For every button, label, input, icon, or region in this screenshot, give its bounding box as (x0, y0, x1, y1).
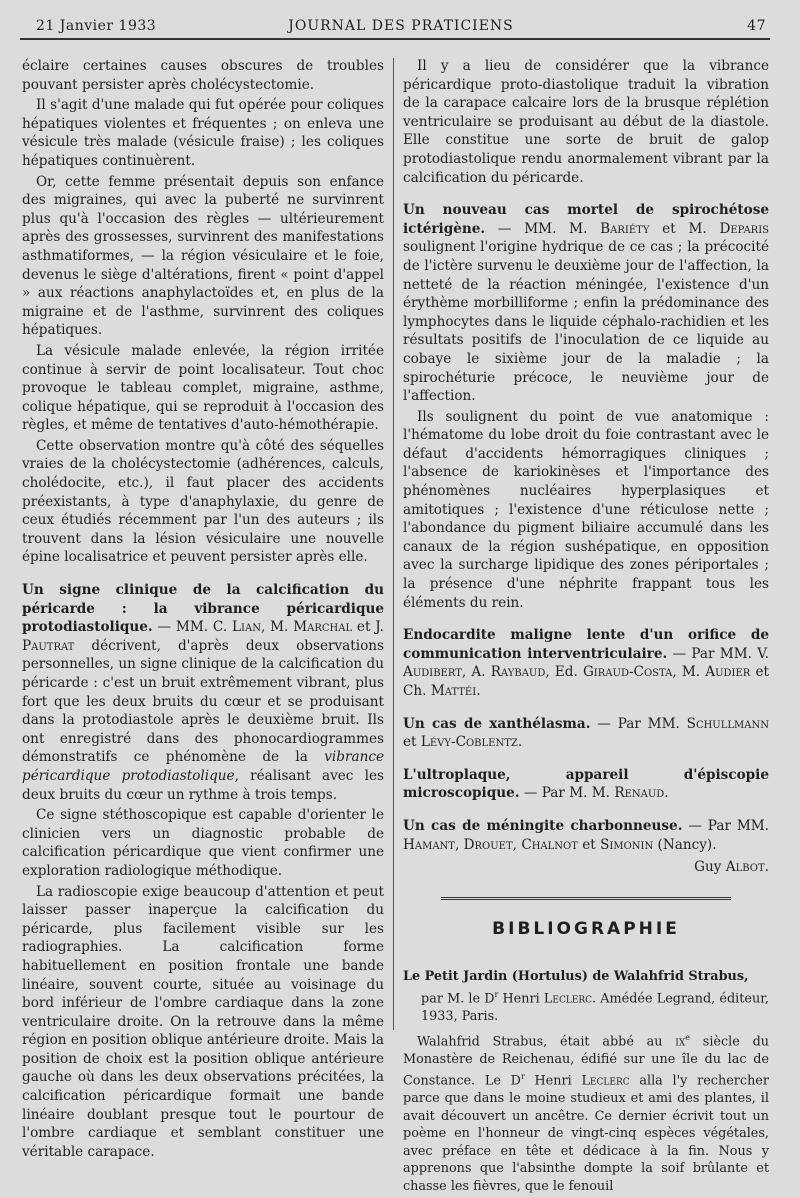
text-run: , A. (461, 664, 491, 681)
superscript: r (494, 989, 499, 999)
text-run: — Par M. M. (519, 785, 615, 802)
paragraph: Cette observation montre qu'à côté des séquelles vraies de la cholécystectomie (adhérences, calculs, cholédocite, etc.), il faut placer des accidents préexistants, à type d'anaphylaxie, du genre de ceux étudiés récemment par l'un des auteurs ; ils trouvent dans la lésion vésiculaire une nouvelle épine localisatrice et peuvent persister après elle. (22, 437, 384, 566)
text-run: . Amédée Legrand, éditeur, 1933, Paris. (421, 991, 769, 1024)
text-run: — Par MM. (590, 715, 687, 732)
book-title: Le Petit Jardin (Hortulus) de Walahfrid Strabus, (403, 969, 749, 985)
book-entry (403, 968, 769, 1025)
text-run: Henri (524, 1073, 582, 1089)
author-name: Drouet (463, 836, 513, 853)
paragraph: La radioscopie exige beaucoup d'attention et peut laisser passer inaperçue la calcification du péricarde, plus facilement visible sur les radiographies. La calcification forme habituellement en position frontale une bande linéaire, souvent courte, située au voisinage du bord inférieur de l'ombre cardiaque dans la zone ventriculaire droite. On la retrouve dans la même région en position oblique antérieure droite. Mais la position de choix est la position oblique antérieure gauche où dans les deux observations précitées, la calcification péricardique formait une bande linéaire doublant presque tout le pourtour de l'ombre cardiaque et semblant constituer une véritable carapace. (22, 883, 384, 1160)
text-run: et (577, 836, 601, 853)
text-run: (Nancy). (653, 836, 717, 853)
author-name: Deparis (719, 220, 770, 237)
text-run: décrivent, d'après deux observations personnelles, un signe clinique de la calcification du péricarde : c'est un bruit extrêmement vibrant, plus fort que les deux bruits du cœur et se produisant dans la protodiastole après le deuxième bruit. Ils ont enregistré dans des phonocardiogrammes démonstratifs ce phénomène de la (22, 637, 384, 766)
section-endocardite (403, 626, 769, 700)
author-name: Marchal (293, 619, 353, 636)
section-title: Un cas de méningite charbonneuse. (403, 817, 683, 834)
book-details (403, 986, 769, 1025)
text-run: et J. (352, 619, 384, 636)
author-name: Pautrat (22, 637, 75, 654)
text-run: , réalisant avec les deux bruits du cœur un rythme à trois temps. (22, 767, 384, 803)
signature (403, 858, 769, 877)
italic-term: vibrance péricardique protodiastolique (22, 749, 384, 784)
section-xanthelasma (403, 715, 769, 752)
text-run: . (517, 734, 523, 751)
journal-title: JOURNAL DES PRATICIENS (288, 18, 514, 34)
text-run: — MM. C. (152, 619, 232, 636)
author-name: Audibert (403, 664, 462, 681)
text-run: , (512, 836, 522, 853)
author-name: Bariéty (600, 220, 650, 237)
text-run: soulignent l'origine hydrique de ce cas ; la précocité de l'ictère survenu le deuxième jour de l'affection, la netteté de la réaction méningée, l'existence d'un érythème morbilliforme ; enfin la prédominance des lymphocytes dans le liquide céphalo-rachidien et les résultats positifs de l'inoculation de ce liquide au cobaye le sixième jour de la maladie ; la spirochéturie précoce, le neuvième jour de l'affection. (403, 239, 769, 405)
text-run: , Ed. (545, 664, 583, 681)
text-run: — MM. M. (485, 220, 601, 237)
text-run: . (664, 785, 669, 802)
bibliography-heading: BIBLIOGRAPHIE (492, 918, 680, 939)
author-name: Leclerc (543, 991, 593, 1007)
section-title: Endocardite maligne lente d'un orifice de communication interventriculaire. (403, 627, 769, 662)
author-name: Schullmann (686, 715, 769, 732)
column-divider (393, 58, 394, 1030)
section-title: Un cas de xanthélasma. (403, 715, 591, 732)
text-run: — Par MM. V. (667, 645, 769, 662)
issue-date: 21 Janvier 1933 (36, 18, 157, 34)
superscript: r (520, 1072, 525, 1082)
right-column (403, 57, 769, 1197)
text-run: par M. le D (421, 991, 495, 1007)
left-column (22, 57, 384, 1163)
text-run: . (764, 859, 769, 876)
text-run: , M. (260, 619, 294, 636)
text-run: , (454, 836, 464, 853)
author-name: Lévy-Coblentz (420, 734, 518, 751)
text-run: siècle du Monastère de Reichenau, édifié sur une île du lac de Constance. Le D (403, 1034, 770, 1089)
author-name: Renaud (614, 785, 665, 802)
section-meningite (403, 817, 769, 854)
author-name: Raybaud (490, 664, 546, 681)
author-name: Mattéi (430, 683, 477, 699)
text-run: alla l'y rechercher parce que dans le moine studieux et ami des plantes, il avait découvert un ancêtre. Ce dernier écrivit tout un poème en l'honneur de vingt-cinq espèces végétales, avec préface en tête et dédicace à la fin. Nous y apprenons que l'absinthe dompte la soif brûlante et chasse les fièvres, que le fenouil (403, 1073, 769, 1194)
page-number: 47 (747, 18, 766, 34)
author-name: Chalnot (521, 836, 578, 853)
paragraph: Ce signe stéthoscopique est capable d'orienter le clinicien vers un diagnostic probable de calcification péricardique que vient confirmer une exploration radiologique méthodique. (22, 807, 384, 879)
paragraph: Il s'agit d'une malade qui fut opérée pour coliques hépatiques violentes et fréquentes ; on enleva une vésicule très malade (vésicule fraise) ; les coliques hépatiques continuèrent. (22, 97, 384, 169)
author-name: Audier (705, 664, 751, 681)
paragraph: Ils soulignent du point de vue anatomique : l'hématome du lobe droit du foie contrastant avec le défaut d'accidents hémorragiques cliniques ; l'absence de kariokinèses et l'importance des phénomènes nucléaires hyperplasiques et amitotiques ; l'existence d'une réticulose nette ; l'abondance du pigment biliaire accumulé dans les canaux de la région sushépatique, en opposition avec la surcharge lipidique des zones périportales ; la présence d'une néphrite frappant tous les éléments du rein. (403, 408, 769, 611)
section-ultroplaque (403, 766, 769, 803)
paragraph: éclaire certaines causes obscures de troubles pouvant persister après cholécystectomie. (22, 58, 384, 93)
paragraph: Or, cette femme présentait depuis son enfance des migraines, qui avec la puberté ne survinrent plus qu'à l'occasion des règles — ultérieurement après des grossesses, survinrent des manifestations asthmatiformes, — la région vésiculaire et le foie, devenus le siège d'altérations, firent « point d'appel » aux réactions anaphylactoïdes et, en plus de la migraine et de l'asthme, survinrent des coliques hépatiques. (22, 173, 384, 339)
section-spirochetose (403, 201, 769, 406)
paragraph: Il y a lieu de considérer que la vibrance péricardique proto-diastolique traduit la vibration de la carapace calcaire lors de la brusque réplétion ventriculaire se produisant au début de la diastole. Elle constitue une sorte de bruit de galop protodiastolique rendu anormalement vibrant par la calcification du péricarde. (403, 58, 769, 186)
running-header (36, 16, 766, 38)
text-run: Walahfrid Strabus, était abbé au (417, 1034, 676, 1050)
section-title: Un signe clinique de la calcification du péricarde : la vibrance péricardique protodiastolique. (22, 582, 384, 636)
header-rule (20, 38, 770, 40)
roman-numeral: ix (675, 1034, 686, 1050)
text-run: , M. (672, 664, 706, 681)
section-title: L'ultroplaque, appareil d'épiscopie microscopique. (403, 766, 769, 802)
author-name: Hamant (403, 836, 455, 853)
text-run: et M. (649, 220, 720, 237)
text-run: Guy (694, 859, 726, 876)
author-name: Giraud-Costa (582, 664, 673, 681)
text-run: — Par MM. (682, 817, 769, 834)
review-paragraph (403, 1029, 769, 1195)
superscript: e (685, 1033, 690, 1043)
text-run: . (476, 683, 481, 699)
author-name: Albot (725, 859, 765, 876)
text-run: Henri (498, 991, 544, 1007)
section-title: Un nouveau cas mortel de spirochétose ictérigène. (403, 202, 769, 237)
text-run: et (403, 734, 421, 751)
section-rule (441, 897, 731, 900)
text-run: et Ch. (403, 664, 769, 699)
author-name: Lian (232, 619, 261, 636)
author-name: Leclerc (581, 1073, 630, 1089)
paragraph: La vésicule malade enlevée, la région irritée continue à servir de point localisateur. Tout choc provoque le tableau complet, migraine, asthme, colique hépatique, qui se reproduit à l'occasion des règles, et même de tentatives d'auto-hémothérapie. (22, 342, 384, 434)
author-name: Simonin (600, 836, 654, 853)
section-calcification (22, 581, 384, 804)
